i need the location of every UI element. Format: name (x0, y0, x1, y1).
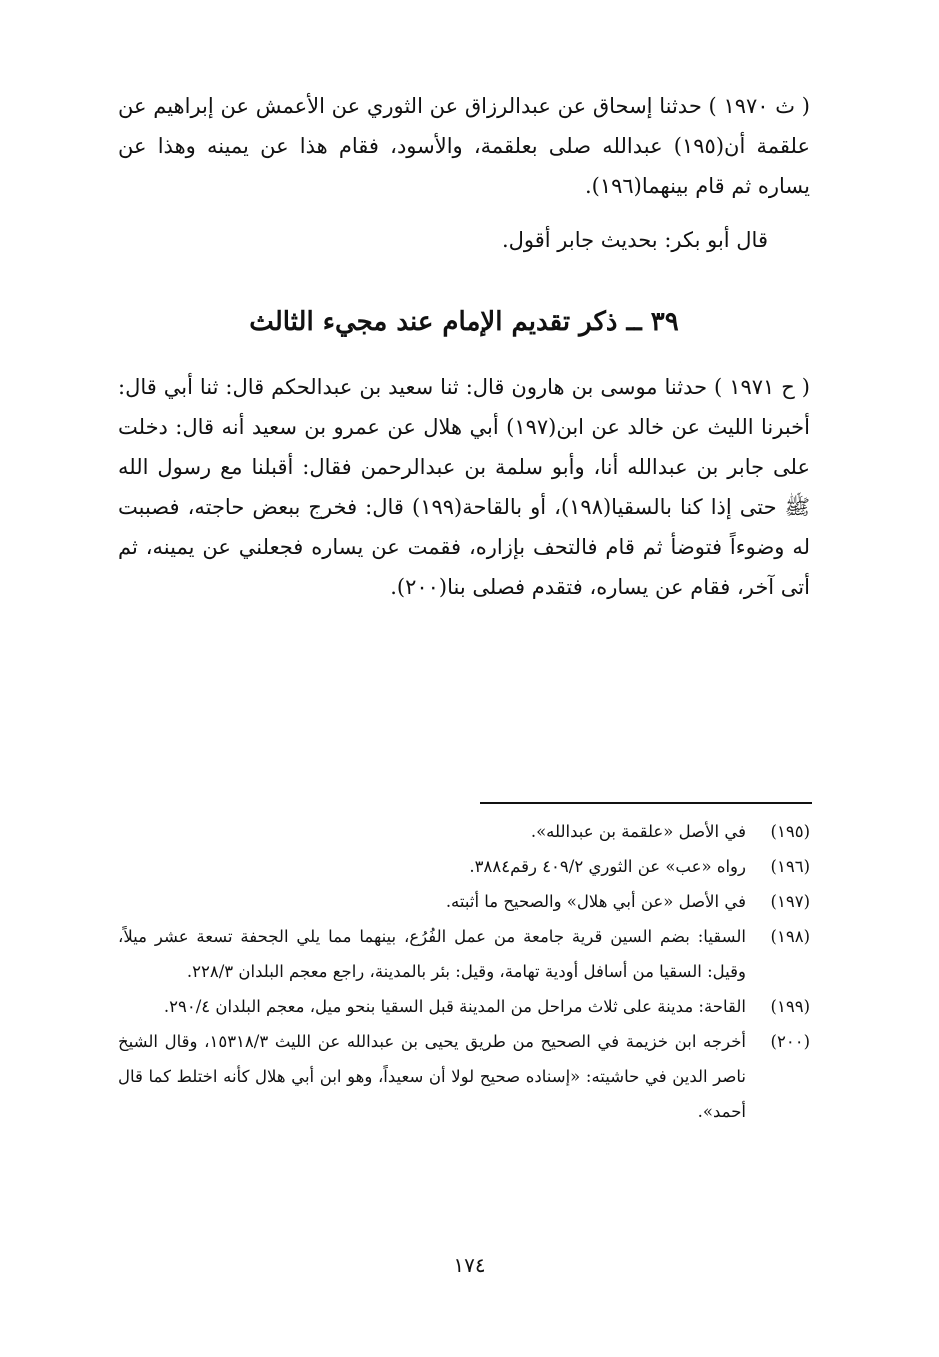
footnote-number: (١٩٧) (770, 892, 810, 911)
footnote-text: في الأصل «عن أبي هلال» والصحيح ما أثبته. (445, 892, 746, 911)
section-heading: ٣٩ ــ ذكر تقديم الإمام عند مجيء الثالث (249, 307, 679, 337)
footnote-item (118, 919, 810, 989)
hadith-paragraph-1970: ( ث ١٩٧٠ ) حدثنا إسحاق عن عبدالرزاق عن الثوري عن الأعمش عن إبراهيم عن علقمة أن(١٩٥) عبدالله صلى بعلقمة، والأسود، فقام هذا عن يمينه وهذا عن يساره ثم قام بينهما(١٩٦). (118, 94, 810, 198)
abu-bakr-comment: قال أبو بكر: بحديث جابر أقول. (501, 228, 768, 252)
footnotes-list (118, 814, 810, 1129)
footnote-item (118, 849, 810, 884)
footnote-divider (480, 802, 812, 804)
footnote-text: أخرجه ابن خزيمة في الصحيح من طريق يحيى بن عبدالله عن الليث ١٥٣١٨/٣، وقال الشيخ ناصر الدين في حاشيته: «إسناده صحيح لولا أن سعيداً، وهو ابن أبي هلال كأنه اختلط كما قال أحمد». (118, 1032, 746, 1121)
footnote-number: (١٩٥) (770, 822, 810, 841)
footnote-item (118, 1024, 810, 1129)
hadith-paragraph-1971: ( ح ١٩٧١ ) حدثنا موسى بن هارون قال: ثنا سعيد بن عبدالحكم قال: ثنا أبي قال: أخبرنا الليث عن خالد عن ابن(١٩٧) أبي هلال عن عمرو بن سعيد أنه قال: دخلت على جابر بن عبدالله أنا، وأبو سلمة بن عبدالرحمن فقال: أقبلنا مع رسول الله ﷺ حتى إذا كنا بالسقيا(١٩٨)، أو بالقاحة(١٩٩) قال: فخرج ببعض حاجته، فصببت له وضوءاً فتوضأ ثم قام فالتحف بإزاره، فقمت عن يساره فجعلني عن يمينه، ثم أتى آخر، فقام عن يساره، فتقدم فصلى بنا(٢٠٠). (118, 375, 810, 599)
footnote-text: السقيا: بضم السين قرية جامعة من عمل الفُرُع، بينهما مما يلي الجحفة تسعة عشر ميلاً، وقيل: السقيا من أسافل أودية تهامة، وقيل: بئر بالمدينة، راجع معجم البلدان ٢٢٨/٣. (118, 927, 746, 981)
footnote-item (118, 884, 810, 919)
footnote-item (118, 989, 810, 1024)
footnote-item (118, 814, 810, 849)
footnote-text: في الأصل «علقمة بن عبدالله». (530, 822, 746, 841)
footnote-number: (١٩٩) (770, 997, 810, 1016)
page-number: ١٧٤ (453, 1253, 486, 1277)
footnote-number: (١٩٨) (770, 927, 810, 946)
footnote-text: رواه «عب» عن الثوري ٤٠٩/٢ رقم٣٨٨٤. (469, 857, 746, 876)
footnote-text: القاحة: مدينة على ثلاث مراحل من المدينة قبل السقيا بنحو ميل، معجم البلدان ٢٩٠/٤. (163, 997, 746, 1016)
footnote-number: (٢٠٠) (770, 1032, 810, 1051)
footnote-number: (١٩٦) (770, 857, 810, 876)
